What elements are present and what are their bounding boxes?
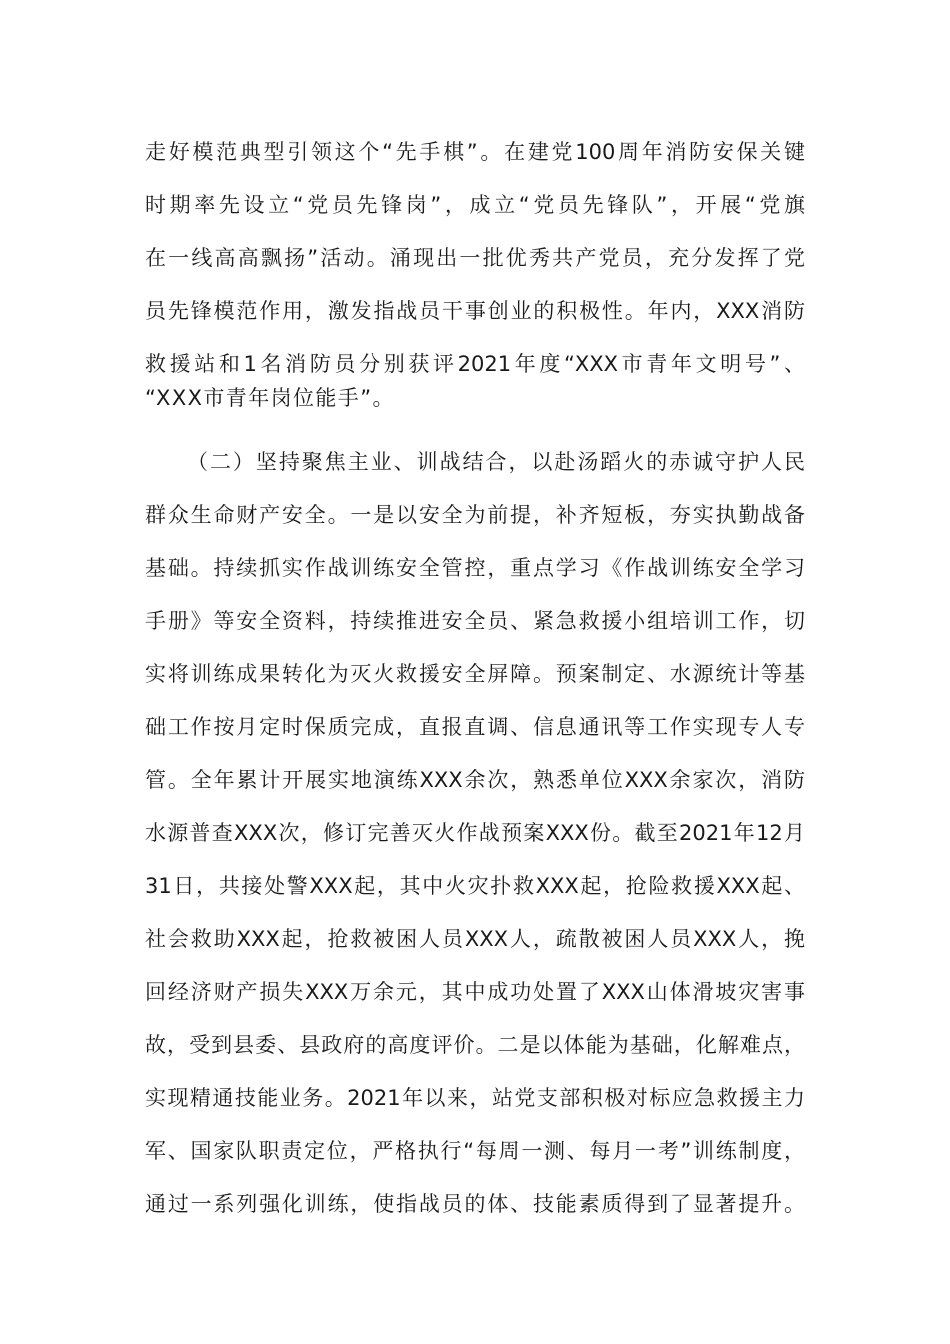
text-line: 在一线高高飘扬”活动。涌现出一批优秀共产党员，充分发挥了党 [145, 246, 805, 270]
text-line: 31日，共接处警XXX起，其中火灾扑救XXX起，抢险救援XXX起、 [145, 874, 805, 898]
text-line: 员先锋模范作用，激发指战员干事创业的积极性。年内，XXX消防 [145, 299, 805, 323]
text-line: 走好模范典型引领这个“先手棋”。在建党100周年消防安保关键 [145, 140, 805, 164]
text-line: 时期率先设立“党员先锋岗”，成立“党员先锋队”，开展“党旗 [145, 193, 805, 217]
text-line: 社会救助XXX起，抢救被困人员XXX人，疏散被困人员XXX人，挽 [145, 927, 805, 951]
text-line: 基础。持续抓实作战训练安全管控，重点学习《作战训练安全学习 [145, 556, 805, 580]
text-line: “XXX市青年岗位能手”。 [145, 386, 395, 410]
text-line: 实将训练成果转化为灭火救援安全屏障。预案制定、水源统计等基 [145, 662, 805, 686]
text-line: 管。全年累计开展实地演练XXX余次，熟悉单位XXX余家次，消防 [145, 768, 805, 792]
text-line: 回经济财产损失XXX万余元，其中成功处置了XXX山体滑坡灾害事 [145, 980, 805, 1004]
text-line: 通过一系列强化训练，使指战员的体、技能素质得到了显著提升。 [145, 1192, 805, 1216]
text-line: 军、国家队职责定位，严格执行“每周一测、每月一考”训练制度， [145, 1139, 805, 1163]
text-line: 手册》等安全资料，持续推进安全员、紧急救援小组培训工作，切 [145, 609, 805, 633]
text-line: 救援站和1名消防员分别获评2021年度“XXX市青年文明号”、 [145, 352, 805, 376]
text-line: 水源普查XXX次，修订完善灭火作战预案XXX份。截至2021年12月 [145, 821, 805, 845]
text-line: 实现精通技能业务。2021年以来，站党支部积极对标应急救援主力 [145, 1086, 805, 1110]
text-line: 群众生命财产安全。一是以安全为前提，补齐短板，夯实执勤战备 [145, 503, 805, 527]
text-line: （二）坚持聚焦主业、训战结合，以赴汤蹈火的赤诚守护人民 [187, 450, 805, 474]
text-line: 故，受到县委、县政府的高度评价。二是以体能为基础，化解难点， [145, 1033, 805, 1057]
text-line: 础工作按月定时保质完成，直报直调、信息通讯等工作实现专人专 [145, 715, 805, 739]
